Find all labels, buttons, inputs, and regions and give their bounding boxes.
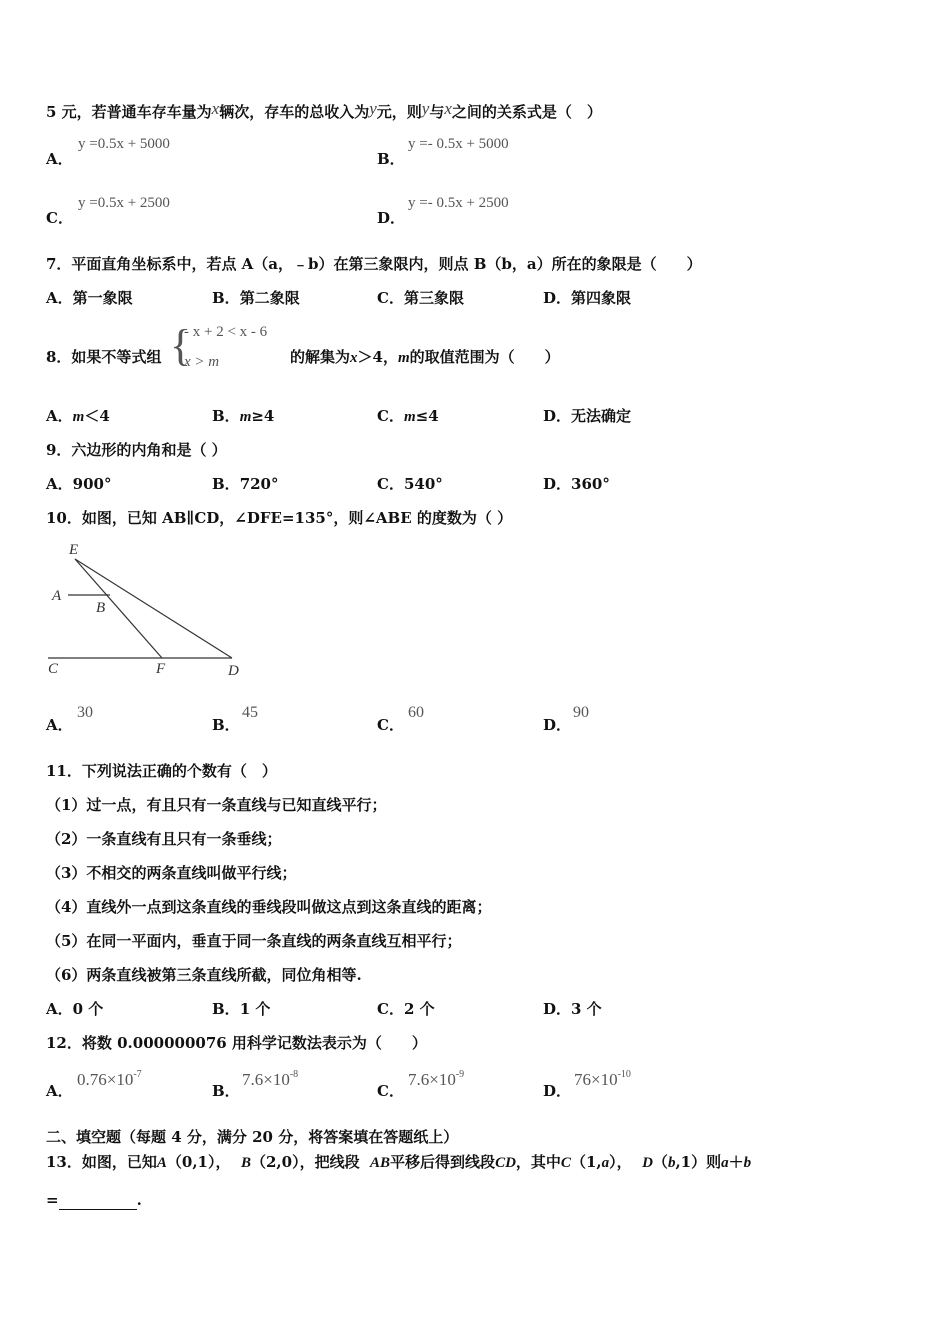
label-e: E: [69, 542, 79, 558]
label-d: D: [228, 663, 239, 679]
q8-suffix-a: 的解集为: [290, 348, 351, 366]
label-a: A: [52, 588, 62, 604]
q11-option-b-text: 1 个: [239, 1000, 271, 1018]
q12-option-d-expr: [574, 1070, 631, 1090]
q7-option-a-label: A．: [46, 289, 73, 307]
q11-option-d-label: D．: [543, 1000, 572, 1018]
q7-stem: 7．平面直角坐标系中，若点 A（a，﹣b）在第三象限内，则点 B（b，a）所在的象限是（ ）: [46, 255, 702, 273]
q7-option-c-label: C．: [377, 289, 404, 307]
section2-heading: 二、填空题（每题 4 分，满分 20 分，将答案填在答题纸上）: [46, 1128, 459, 1146]
q13-p9: ,1）则: [675, 1153, 722, 1171]
q13-p6: （1,: [570, 1153, 602, 1171]
label-c: C: [48, 661, 59, 677]
q10-option-c-label: C．: [377, 716, 404, 734]
q13-period: .: [136, 1191, 142, 1209]
q12-option-a-label: A．: [46, 1082, 73, 1100]
q6-var-x: x: [211, 99, 220, 118]
q13-p1: 13．如图，已知: [46, 1153, 157, 1171]
q8-option-b-var: m: [239, 409, 252, 425]
q8-brace: {: [170, 321, 192, 370]
q10-option-a-label: A．: [46, 716, 73, 734]
q11-statement-6: （6）两条直线被第三条直线所截，同位角相等.: [46, 966, 362, 984]
q11-statement-5: （5）在同一平面内，垂直于同一条直线的两条直线互相平行；: [46, 932, 462, 950]
q6-option-c-expr: y =0.5x + 2500: [78, 195, 170, 211]
q13-B: B: [240, 1155, 251, 1171]
q8-suffix-m: m: [397, 350, 410, 366]
q13-a: a: [601, 1155, 610, 1171]
q8-option-b-label: B．: [212, 407, 240, 425]
q11-stem: 11．下列说法正确的个数有（ ）: [46, 762, 277, 780]
q12-option-d-exp: -10: [617, 1069, 631, 1080]
q12-option-c-base: 7.6×10: [408, 1070, 456, 1089]
q6-var-y2: y: [421, 99, 430, 118]
q8-system-line2: x > m: [184, 354, 220, 370]
q8-option-a: [46, 406, 110, 427]
q6-option-b-label: B．: [377, 150, 405, 168]
q12-option-b-label: B．: [212, 1082, 240, 1100]
q6-stem-d: 与: [429, 103, 445, 121]
q7-option-d-text: 第四象限: [571, 289, 632, 307]
q10-option-b-value: 45: [242, 704, 258, 721]
q9-option-c-label: C．: [377, 475, 404, 493]
q6-var-y: y: [369, 99, 377, 118]
q8-suffix-c: 的取值范围为（ ）: [409, 348, 560, 366]
q10-option-a-value: 30: [77, 704, 93, 721]
q8-option-a-text: ＜4: [84, 407, 110, 425]
q12-option-c-label: C．: [377, 1082, 404, 1100]
q13-A: A: [156, 1155, 167, 1171]
q9-option-a-text: 900°: [72, 475, 112, 493]
q9-stem: 9．六边形的内角和是（ ）: [46, 441, 227, 459]
q9-option-a-label: A．: [46, 475, 73, 493]
q6-option-a-label: A．: [46, 150, 73, 168]
q12-option-c-expr: [408, 1070, 464, 1090]
q6-option-d-label: D．: [377, 209, 406, 227]
q7-option-c: [377, 288, 464, 308]
q13-answer-line: [46, 1190, 142, 1210]
q12-option-a-expr: [77, 1070, 142, 1090]
q8-option-c-var: m: [403, 409, 416, 425]
q8-option-c: [377, 406, 439, 427]
q10-figure: [40, 535, 260, 685]
q13-stem: [46, 1152, 751, 1173]
q13-p5: ，其中: [515, 1153, 561, 1171]
q11-option-a-label: A．: [46, 1000, 73, 1018]
q11-option-b-label: B．: [212, 1000, 240, 1018]
q12-option-d-label: D．: [543, 1082, 572, 1100]
q11-statement-3: （3）不相交的两条直线叫做平行线；: [46, 864, 297, 882]
q13-D: D: [642, 1155, 653, 1171]
q11-option-c-text: 2 个: [403, 1000, 435, 1018]
q6-stem-b: 辆次，存车的总收入为: [219, 103, 370, 121]
q13-p10: ＋: [728, 1153, 744, 1171]
q8-option-b-text: ≥4: [251, 407, 275, 425]
q9-option-d-text: 360°: [571, 475, 610, 493]
q7-option-d: [543, 288, 631, 308]
q13-p3: （2,0），把线段: [250, 1153, 360, 1171]
q9-option-b-label: B．: [212, 475, 240, 493]
q11-option-c-label: C．: [377, 1000, 404, 1018]
q9-option-a: [46, 474, 111, 494]
q11-option-a-text: 0 个: [72, 1000, 104, 1018]
q10-stem: 10．如图，已知 AB∥CD，∠DFE=135°，则∠ABE 的度数为（ ）: [46, 509, 513, 527]
q6-stem-c: 元，则: [376, 103, 422, 121]
q8-option-d: [543, 406, 631, 426]
q10-option-d-value: 90: [573, 704, 589, 721]
q12-option-c-exp: -9: [455, 1069, 465, 1080]
q13-p8: （: [652, 1153, 668, 1171]
q12-option-b-exp: -8: [289, 1069, 299, 1080]
q11-statement-2: （2）一条直线有且只有一条垂线；: [46, 830, 282, 848]
q7-option-c-text: 第三象限: [403, 289, 464, 307]
q12-option-d-base: 76×10: [574, 1070, 618, 1089]
q8-option-c-text: ≤4: [415, 407, 439, 425]
q10-option-c-value: 60: [408, 704, 424, 721]
q8-option-d-label: D．: [543, 407, 572, 425]
q11-option-a: [46, 999, 103, 1019]
q8-option-a-label: A．: [46, 407, 73, 425]
q11-statement-1: （1）过一点，有且只有一条直线与已知直线平行；: [46, 796, 387, 814]
q12-option-a-base: 0.76×10: [77, 1070, 134, 1089]
q10-option-b-label: B．: [212, 716, 240, 734]
q11-option-d: [543, 999, 602, 1019]
q6-option-a-expr: y =0.5x + 5000: [78, 136, 170, 152]
q8-option-a-var: m: [72, 409, 85, 425]
line-ef: [75, 559, 162, 658]
q7-option-b-label: B．: [212, 289, 240, 307]
q6-stem-e: 之间的关系式是（ ）: [451, 103, 602, 121]
label-b: B: [96, 600, 106, 616]
q13-equals: =: [46, 1191, 59, 1209]
q9-option-c-text: 540°: [403, 475, 443, 493]
q8-suffix-b: ＞4，: [357, 348, 398, 366]
q9-option-c: [377, 474, 443, 494]
q11-option-c: [377, 999, 435, 1019]
q8-option-d-text: 无法确定: [571, 407, 632, 425]
q13-CD: CD: [495, 1155, 516, 1171]
q6-var-x2: x: [444, 99, 452, 118]
q7-option-d-label: D．: [543, 289, 572, 307]
q9-option-b: [212, 474, 279, 494]
q9-option-b-text: 720°: [239, 475, 279, 493]
q11-statement-4: （4）直线外一点到这条直线的垂线段叫做这点到这条直线的距离；: [46, 898, 492, 916]
answer-blank[interactable]: [59, 1195, 137, 1210]
q13-ab: a: [721, 1155, 729, 1171]
q13-p7: ），: [609, 1153, 632, 1171]
q13-p4: 平移后得到线段: [390, 1153, 496, 1171]
q11-option-d-text: 3 个: [571, 1000, 602, 1018]
q13-p2: （0,1），: [166, 1153, 231, 1171]
q7-option-b: [212, 288, 300, 308]
q12-stem: 12．将数 0.000000076 用科学记数法表示为（ ）: [46, 1034, 427, 1052]
q13-bb: b: [743, 1155, 752, 1171]
q6-stem-a: 5 元，若普通车存车量为: [46, 103, 212, 121]
q6-option-c-label: C．: [46, 209, 73, 227]
q6-option-d-expr: y =- 0.5x + 2500: [408, 195, 509, 211]
q7-option-a: [46, 288, 133, 308]
q8-suffix: [290, 347, 560, 368]
q10-option-d-label: D．: [543, 716, 572, 734]
q12-option-b-base: 7.6×10: [242, 1070, 290, 1089]
label-f: F: [156, 661, 166, 677]
q11-option-b: [212, 999, 270, 1019]
q7-option-a-text: 第一象限: [72, 289, 133, 307]
q8-system-line1: - x + 2 < x - 6: [184, 324, 268, 340]
q6-stem: [46, 99, 602, 122]
q8-option-b: [212, 406, 274, 427]
q12-option-a-exp: -7: [133, 1069, 142, 1080]
q13-b: b: [667, 1155, 676, 1171]
q8-suffix-x: x: [350, 350, 358, 366]
q9-option-d-label: D．: [543, 475, 572, 493]
q8-option-c-label: C．: [377, 407, 404, 425]
q9-option-d: [543, 474, 610, 494]
q8-prefix: 8．如果不等式组: [46, 348, 162, 366]
q13-C: C: [560, 1155, 571, 1171]
q12-option-b-expr: [242, 1070, 298, 1090]
q13-AB: AB: [370, 1155, 391, 1171]
q6-option-b-expr: y =- 0.5x + 5000: [408, 136, 509, 152]
q7-option-b-text: 第二象限: [239, 289, 300, 307]
